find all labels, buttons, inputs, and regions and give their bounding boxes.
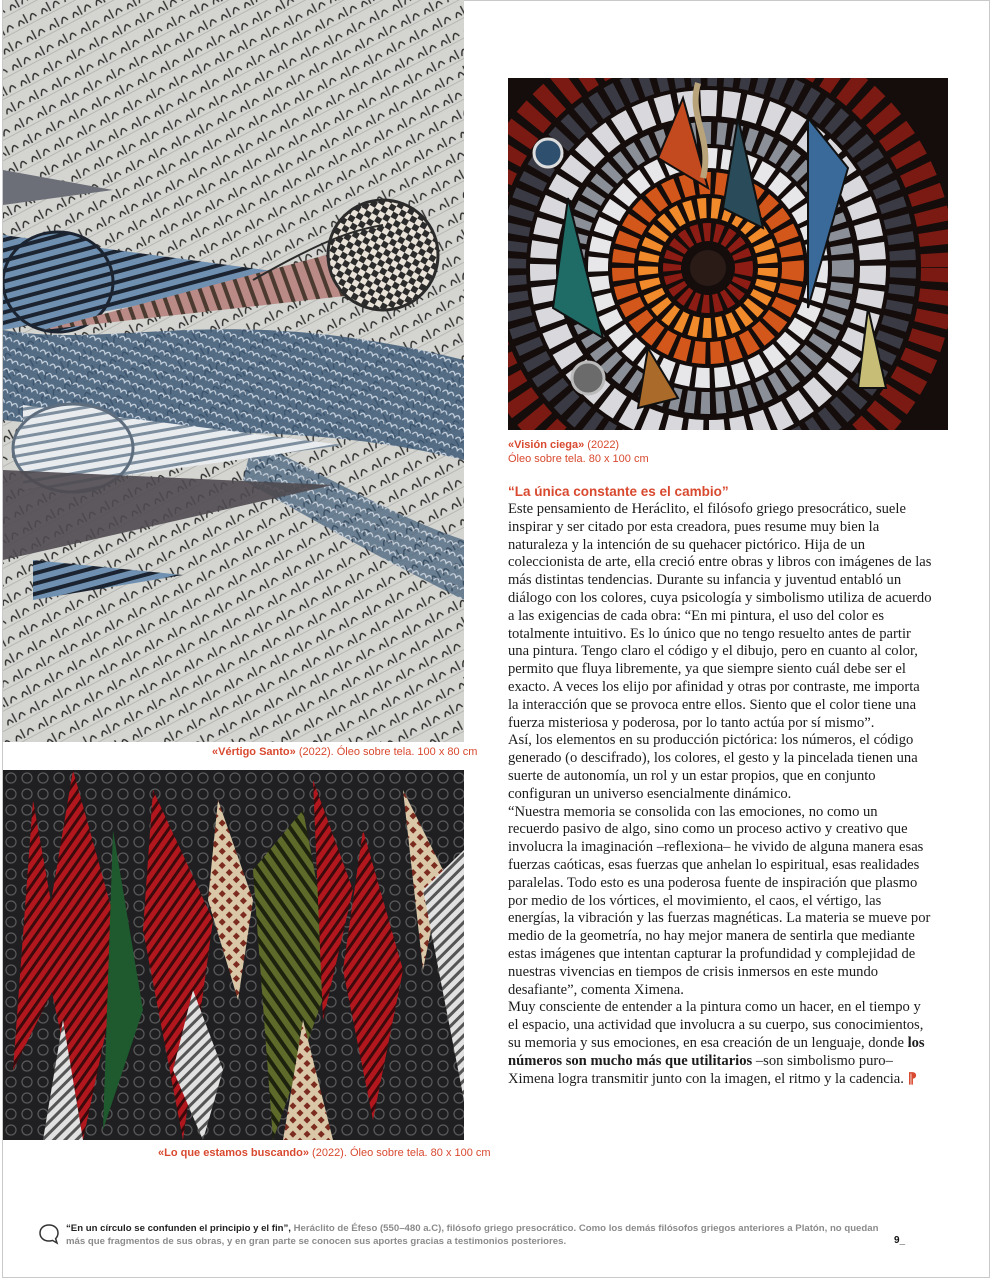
caption-title: «Lo que estamos buscando» — [158, 1147, 309, 1159]
paragraph-text: Muy consciente de entender a la pintura como un hacer, en el tiempo y el espacio, una actividad que involucra a su cuerpo, sus conocimientos, su memoria y sus emociones, en esa creación de un lenguaje, donde — [508, 999, 924, 1051]
footnote — [66, 1222, 886, 1248]
painting-lo-que-estamos-buscando — [3, 770, 464, 1140]
paragraph-text: –son simbolismo puro– Ximena logra transmitir junto con la imagen, el ritmo y la cadencia. — [508, 1052, 904, 1087]
article-body — [508, 501, 932, 1088]
article-heading: “La única constante es el cambio” — [508, 484, 729, 499]
speech-bubble-icon — [38, 1223, 60, 1245]
caption-vision-ciega — [508, 438, 649, 466]
footnote-text: Heráclito de Éfeso (550–480 a.C), filósofo griego presocrático. Como los demás filósofos griegos anteriores a Platón, no quedan más que fragmentos de sus obras, y en gran parte se conocen sus aportes gracias a testimonios posteriores. — [66, 1223, 879, 1247]
painting-vision-ciega — [508, 78, 948, 430]
caption-vertigo-santo — [212, 746, 477, 758]
paragraph: Así, los elementos en su producción pictórica: los números, el código generado (o descifrado), los colores, el gesto y la pincelada tienen una suerte de autonomía, un rol y un estar propios, que en conjunto configuran un universo esencialmente dinámico. — [508, 732, 918, 802]
paragraph-bold: los números son mucho más que utilitarios — [508, 1034, 925, 1069]
caption-year: (2022) — [587, 439, 620, 451]
paragraph: “Nuestra memoria se consolida con las emociones, no como un recuerdo pasivo de algo, sino como un proceso activo y creativo que involucra la imaginación –reflexiona– he vivido de alguna manera esas fuerzas caóticas, esas fuerzas que anhelan lo espiritual, esas realidades paralelas. Todo esto es una poderosa fuente de inspiración que plasmo por medio de los vórtices, el movimiento, el caos, el vértigo, las energías, la vibración y las fuerzas magnéticas. La materia se mueve por medio de la geometría, no hay mejor manera de sentirla que mediante estas imágenes que intentan capturar la profundidad y complejidad de nuestras vivencias en tiempos de crisis inmersos en este mundo desafiante”, comenta Ximena. — [508, 803, 931, 998]
caption-title: «Vértigo Santo» — [212, 746, 296, 758]
caption-medium: Óleo sobre tela. 80 x 100 cm — [508, 453, 649, 465]
page-number: 9_ — [894, 1235, 906, 1246]
caption-title: «Visión ciega» — [508, 439, 585, 451]
paragraph — [508, 999, 932, 1088]
caption-details: (2022). Óleo sobre tela. 80 x 100 cm — [312, 1147, 491, 1159]
painting-vertigo-santo — [3, 0, 464, 742]
footnote-quote: “En un círculo se confunden el principio y el fin”, — [66, 1223, 291, 1234]
end-mark-icon: ⁋ — [907, 1070, 917, 1087]
caption-details: (2022). Óleo sobre tela. 100 x 80 cm — [298, 746, 478, 758]
paragraph: Este pensamiento de Heráclito, el filósofo griego presocrático, suele inspirar y ser citado por esta creadora, pues resume muy bien la naturaleza y la intención de su quehacer pictórico. Hija de un coleccionista de arte, ella creció entre obras y libros con imágenes de las más distintas tendencias. Durante su infancia y juventud entabló un diálogo con los colores, cuya psicología y simbolismo utiliza de acuerdo a las exigencias de cada obra: “En mi pintura, el uso del color es totalmente intuitivo. Es lo único que no tengo resuelto antes de partir una pintura. Tengo claro el código y el dibujo, pero en cuanto al color, permito que fluya libremente, ya que siempre siento cuál debe ser el exacto. A veces los elijo por afinidad y otras por contraste, me importa la interacción que se provoca entre ellos. Siento que el color tiene una fuerza misteriosa y poderosa, por lo tanto actúa por sí mismo”. — [508, 501, 932, 731]
caption-lo-que-estamos-buscando — [158, 1147, 491, 1159]
